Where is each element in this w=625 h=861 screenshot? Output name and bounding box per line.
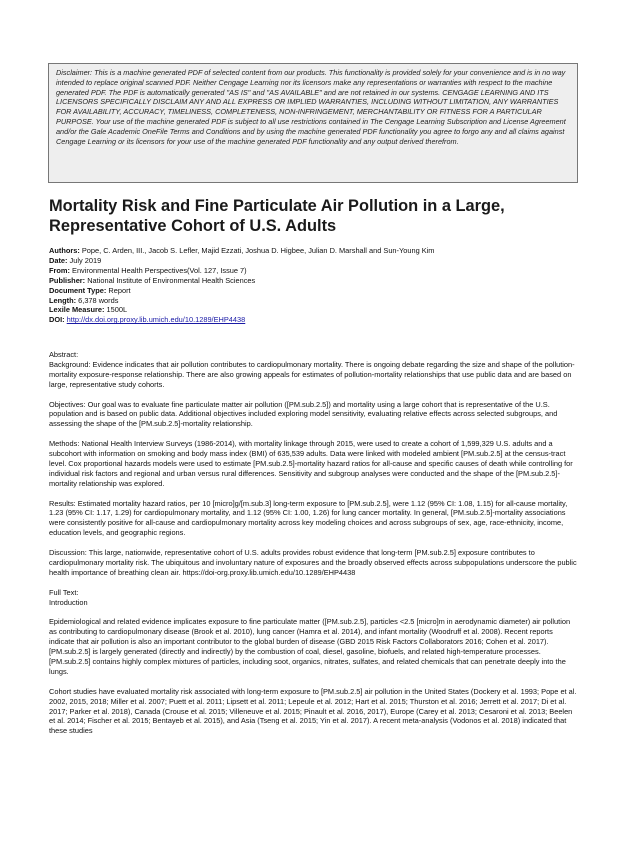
meta-publisher-value: National Institute of Environmental Health Sciences [87, 275, 256, 285]
meta-publisher-label: Publisher: [49, 275, 86, 285]
abstract-discussion: Discussion: This large, nationwide, representative cohort of U.S. adults provides robust evidence that long-term [PM.sub.2.5] exposure contributes to cardiopulmonary mortality risk. The ubiquitous and involuntary nature of exposures and the broadly observed effects across subpopulations underscore the public health importance of breathing clean air. https://doi-org.proxy.lib.umich.edu/10.1289/EHP4438 [49, 548, 577, 577]
meta-authors [49, 246, 589, 256]
meta-doi [49, 315, 589, 325]
meta-length [49, 296, 589, 306]
meta-date [49, 256, 589, 266]
meta-doi-label: DOI: [49, 315, 65, 325]
meta-doctype-label: Document Type: [49, 285, 107, 295]
meta-date-value: July 2019 [69, 255, 102, 265]
document-title: Mortality Risk and Fine Particulate Air Pollution in a Large, Representative Cohort of U.S. Adults [49, 197, 505, 235]
meta-doctype [49, 286, 589, 296]
document-metadata [49, 246, 589, 325]
abstract-results: Results: Estimated mortality hazard ratios, per 10 [micro]g/[m.sub.3] long-term exposure to [PM.sub.2.5], were 1.12 (95% CI: 1.08, 1.15) for all-cause mortality, 1.23 (95% CI: 1.17, 1.29) for cardiopulmonary mortality, and 1.12 (95% CI: 1.00, 1.26) for lung cancer mortality. In general, [PM.sub.2.5]-mortality associations were consistently positive for all-cause and cardiopulmonary mortality across key modeling choices and across subgroups of sex, age, race-ethnicity, income, education levels, and geographic regions. [49, 498, 568, 538]
meta-doctype-value: Report [108, 285, 131, 295]
meta-from [49, 266, 589, 276]
fulltext-paragraph-1: Epidemiological and related evidence implicates exposure to fine particulate matter ([PM.sub.2.5], particles <2.5 [micro]m in aerodynamic diameter) air pollution as contributing to cardiopulmonary disease (Brook et al. 2010), lung cancer (Hamra et al. 2014), and infant mortality (Woodruff et al. 2008). Recent reports indicate that air pollution is also an important contributor to the global burden of disease (GBD 2015 Risk Factors Collaborators 2016; Cohen et al. 2017). [PM.sub.2.5] is largely generated (directly and indirectly) by the combustion of coal, diesel, gasoline, biofuels, and related high-temperature processes. [PM.sub.2.5] contains highly complex mixtures of particles, including soot, organics, nitrates, sulfates, and related chemicals that can penetrate deeply into the lungs. [49, 617, 571, 676]
abstract-objectives: Objectives: Our goal was to evaluate fine particulate matter air pollution ([PM.sub.2.5]) and mortality using a large cohort that is representative of the U.S. population and is based on public data. Additional objectives included exploring model sensitivity, evaluating relative effects across selected subgroups, and assessing the shape of the [PM.sub.2.5]-mortality relationship. [49, 399, 558, 429]
disclaimer-box: Disclaimer: This is a machine generated PDF of selected content from our products. This functionality is provided solely for your convenience and is in no way intended to replace original scanned PDF. Neither Cengage Learning nor its licensors make any representations or warranties with respect to the machine generated PDF. The PDF is automatically generated "AS IS" and "AS AVAILABLE" and are not retained in our systems. CENGAGE LEARNING AND ITS LICENSORS SPECIFICALLY DISCLAIM ANY AND ALL EXPRESS OR IMPLIED WARRANTIES, INCLUDING WITHOUT LIMITATION, ANY WARRANTIES FOR AVAILABILITY, ACCURACY, TIMELINESS, COMPLETENESS, NON-INFRINGEMENT, MERCHANTABILITY OR FITNESS FOR A PARTICULAR PURPOSE. Your use of the machine generated PDF is subject to all use restrictions contained in The Cengage Learning Subscription and License Agreement and/or the Gale Academic OneFile Terms and Conditions and by using the machine generated PDF functionality you agree to forgo any and all claims against Cengage Learning or its licensors for your use of the machine generated PDF functionality and any output derived therefrom. [48, 63, 578, 183]
abstract-label: Abstract: [49, 350, 79, 359]
meta-lexile-value: 1500L [106, 305, 128, 315]
meta-lexile-label: Lexile Measure: [49, 305, 105, 315]
meta-publisher [49, 276, 589, 286]
abstract-background: Background: Evidence indicates that air pollution contributes to cardiopulmonary mortality. There is ongoing debate regarding the size and shape of the pollution-mortality exposure-response relationship. There are also growing appeals for estimates of pollution-mortality relationships that use public data and are based on large, representative study cohorts. [49, 359, 575, 389]
meta-lexile [49, 305, 589, 315]
doi-link[interactable]: http://dx.doi.org.proxy.lib.umich.edu/10.1289/EHP4438 [66, 315, 246, 325]
meta-authors-label: Authors: [49, 246, 80, 255]
fulltext-paragraph-2: Cohort studies have evaluated mortality risk associated with long-term exposure to [PM.sub.2.5] air pollution in the United States (Dockery et al. 1993; Pope et al. 2002, 2015, 2018; Miller et al. 2007; Puett et al. 2011; Lipsett et al. 2011; Lepeule et al. 2012; Hart et al. 2015; Thurston et al. 2016; Jerrett et al. 2017; Di et al. 2017; Parker et al. 2018), Canada (Crouse et al. 2015; Villeneuve et al. 2015; Pinault et al. 2016, 2017), Europe (Carey et al. 2013; Cesaroni et al. 2013; Beelen et al. 2014; Fischer et al. 2015; Bentayeb et al. 2015), and Asia (Tseng et al. 2015; Yin et al. 2017). A recent meta-analysis (Vodonos et al. 2018) indicated that these studies [49, 686, 577, 736]
meta-date-label: Date: [49, 255, 68, 265]
meta-authors-value: Pope, C. Arden, III., Jacob S. Lefler, Majid Ezzati, Joshua D. Higbee, Julian D. Marshall and Sun-Young Kim [81, 246, 435, 255]
meta-length-value: 6,378 words [78, 295, 119, 305]
meta-from-value: Environmental Health Perspectives(Vol. 127, Issue 7) [72, 265, 247, 275]
abstract-methods: Methods: National Health Interview Surveys (1986-2014), with mortality linkage through 2015, were used to create a cohort of 1,599,329 U.S. adults and a subcohort with information on smoking and body mass index (BMI) of 635,539 adults. Data were linked with modeled ambient [PM.sub.2.5] at the census-tract level. Cox proportional hazards models were used to estimate [PM.sub.2.5]-mortality hazard ratios for all-cause and specific causes of death while controlling for individual risk factors and regional and urban versus rural differences. Sensitivity and subgroup analyses were conducted and the shape of the [PM.sub.2.5]-mortality relationship was explored. [49, 439, 573, 488]
abstract-section [49, 350, 577, 746]
fulltext-label: Full Text: [49, 587, 79, 597]
meta-length-label: Length: [49, 295, 77, 305]
intro-heading: Introduction [49, 597, 88, 607]
meta-from-label: From: [49, 265, 70, 275]
